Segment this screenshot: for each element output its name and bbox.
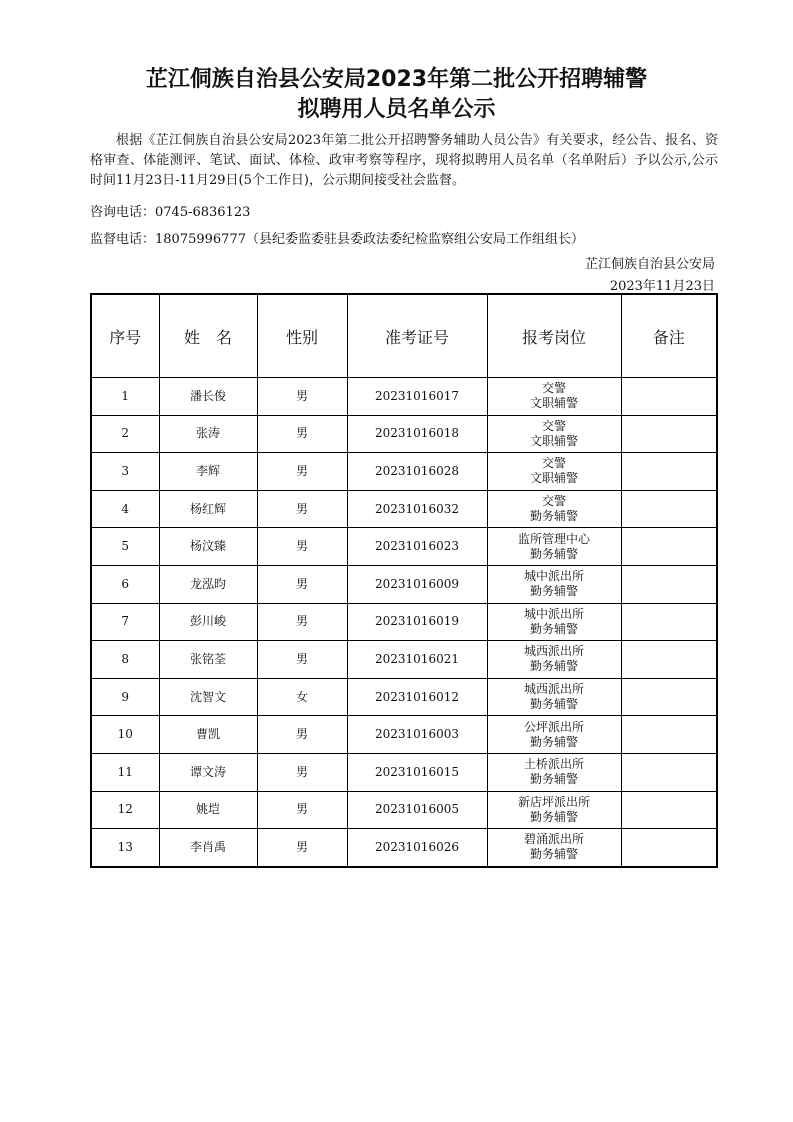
header-gender: 性别 <box>257 294 347 378</box>
header-no: 序号 <box>91 294 159 378</box>
row-gender: 男 <box>257 528 347 566</box>
row-post1: 城西派出所 <box>523 644 584 659</box>
header-note: 备注 <box>621 294 717 378</box>
row-gender: 男 <box>257 415 347 453</box>
row-gender: 男 <box>257 565 347 603</box>
row-post1: 城中派出所 <box>523 569 584 584</box>
row-exam-id: 20231016018 <box>347 415 487 453</box>
row-note <box>621 415 717 453</box>
row-post <box>487 603 621 641</box>
header-exam-id: 准考证号 <box>347 294 487 378</box>
row-post2: 勤务辅警 <box>529 546 578 561</box>
table-row <box>91 528 717 566</box>
row-post1: 土桥派出所 <box>523 757 584 772</box>
row-name: 曹凯 <box>159 716 257 754</box>
row-name: 龙泓昀 <box>159 565 257 603</box>
table-header-row <box>91 294 717 378</box>
row-no: 12 <box>91 791 159 829</box>
personnel-table <box>90 293 718 868</box>
table-row <box>91 753 717 791</box>
row-post <box>487 791 621 829</box>
row-post <box>487 565 621 603</box>
row-no: 9 <box>91 678 159 716</box>
row-exam-id: 20231016028 <box>347 453 487 491</box>
row-name: 李辉 <box>159 453 257 491</box>
row-gender: 男 <box>257 753 347 791</box>
row-no: 1 <box>91 378 159 416</box>
row-note <box>621 490 717 528</box>
row-no: 7 <box>91 603 159 641</box>
intro-paragraph: 根据《芷江侗族自治县公安局2023年第二批公开招聘警务辅助人员公告》有关要求，经公告、报名、资格审查、体能测评、笔试、面试、体检、政审考察等程序，现将拟聘用人员名单（名单附后）予以公示,公示时间11月23日-11月29日(5个工作日)，公示期间接受社会监督。 <box>90 133 718 188</box>
row-gender: 男 <box>257 641 347 679</box>
row-exam-id: 20231016021 <box>347 641 487 679</box>
row-post <box>487 829 621 867</box>
row-exam-id: 20231016015 <box>347 753 487 791</box>
row-note <box>621 453 717 491</box>
row-post1: 交警 <box>541 494 566 509</box>
issue-date: 2023年11月23日 <box>609 279 715 294</box>
issuer: 芷江侗族自治县公安局 <box>584 257 715 272</box>
row-note <box>621 378 717 416</box>
row-note <box>621 753 717 791</box>
title-line-2: 拟聘用人员名单公示 <box>297 97 496 122</box>
row-post1: 城西派出所 <box>523 682 584 697</box>
header-post: 报考岗位 <box>487 294 621 378</box>
row-note <box>621 565 717 603</box>
table-row <box>91 641 717 679</box>
row-post <box>487 716 621 754</box>
row-post <box>487 490 621 528</box>
row-post2: 勤务辅警 <box>529 584 578 599</box>
row-exam-id: 20231016026 <box>347 829 487 867</box>
row-post1: 交警 <box>541 418 566 433</box>
consult-phone: 咨询电话：0745-6836123 <box>90 205 251 220</box>
row-note <box>621 641 717 679</box>
row-no: 3 <box>91 453 159 491</box>
row-post2: 勤务辅警 <box>529 847 578 862</box>
row-post1: 监所管理中心 <box>517 531 590 546</box>
row-post2: 勤务辅警 <box>529 621 578 636</box>
table-row <box>91 716 717 754</box>
row-no: 10 <box>91 716 159 754</box>
row-gender: 男 <box>257 490 347 528</box>
row-gender: 男 <box>257 378 347 416</box>
row-name: 彭川峻 <box>159 603 257 641</box>
row-no: 6 <box>91 565 159 603</box>
row-gender: 男 <box>257 716 347 754</box>
row-post <box>487 453 621 491</box>
row-post1: 交警 <box>541 456 566 471</box>
table-row <box>91 791 717 829</box>
row-exam-id: 20231016023 <box>347 528 487 566</box>
row-gender: 男 <box>257 603 347 641</box>
row-post2: 勤务辅警 <box>529 772 578 787</box>
row-note <box>621 829 717 867</box>
row-post2: 勤务辅警 <box>529 809 578 824</box>
row-post <box>487 753 621 791</box>
row-post2: 勤务辅警 <box>529 734 578 749</box>
table-row <box>91 678 717 716</box>
row-name: 杨红辉 <box>159 490 257 528</box>
row-post1: 城中派出所 <box>523 606 584 621</box>
row-name: 杨汶臻 <box>159 528 257 566</box>
row-post1: 新店坪派出所 <box>517 794 590 809</box>
row-post1: 碧涌派出所 <box>523 832 584 847</box>
row-gender: 男 <box>257 791 347 829</box>
row-exam-id: 20231016003 <box>347 716 487 754</box>
row-exam-id: 20231016032 <box>347 490 487 528</box>
table-row <box>91 565 717 603</box>
row-post2: 勤务辅警 <box>529 509 578 524</box>
row-name: 李肖禹 <box>159 829 257 867</box>
row-exam-id: 20231016009 <box>347 565 487 603</box>
row-note <box>621 678 717 716</box>
row-post2: 勤务辅警 <box>529 659 578 674</box>
row-name: 沈智文 <box>159 678 257 716</box>
row-exam-id: 20231016005 <box>347 791 487 829</box>
row-post <box>487 378 621 416</box>
row-note <box>621 603 717 641</box>
row-post <box>487 641 621 679</box>
table-row <box>91 378 717 416</box>
supervise-phone: 监督电话：18075996777（县纪委监委驻县委政法委纪检监察组公安局工作组组长） <box>90 232 584 247</box>
row-gender: 男 <box>257 453 347 491</box>
title-line-1: 芷江侗族自治县公安局2023年第二批公开招聘辅警 <box>145 67 648 92</box>
row-no: 11 <box>91 753 159 791</box>
row-name: 姚垲 <box>159 791 257 829</box>
table-row <box>91 829 717 867</box>
row-post1: 公坪派出所 <box>523 719 584 734</box>
row-gender: 男 <box>257 829 347 867</box>
row-note <box>621 528 717 566</box>
table-row <box>91 415 717 453</box>
row-note <box>621 791 717 829</box>
table-row <box>91 603 717 641</box>
row-post2: 文职辅警 <box>529 396 578 411</box>
row-note <box>621 716 717 754</box>
row-exam-id: 20231016012 <box>347 678 487 716</box>
header-name: 姓 名 <box>159 294 257 378</box>
row-post2: 文职辅警 <box>529 471 578 486</box>
row-exam-id: 20231016019 <box>347 603 487 641</box>
row-name: 潘长俊 <box>159 378 257 416</box>
table-row <box>91 490 717 528</box>
table-row <box>91 453 717 491</box>
row-post1: 交警 <box>541 381 566 396</box>
row-no: 4 <box>91 490 159 528</box>
row-exam-id: 20231016017 <box>347 378 487 416</box>
row-post2: 勤务辅警 <box>529 697 578 712</box>
row-no: 2 <box>91 415 159 453</box>
row-name: 张涛 <box>159 415 257 453</box>
row-post <box>487 528 621 566</box>
row-no: 5 <box>91 528 159 566</box>
row-post2: 文职辅警 <box>529 433 578 448</box>
row-post <box>487 678 621 716</box>
row-no: 8 <box>91 641 159 679</box>
row-no: 13 <box>91 829 159 867</box>
row-name: 谭文涛 <box>159 753 257 791</box>
row-post <box>487 415 621 453</box>
row-name: 张铭荃 <box>159 641 257 679</box>
row-gender: 女 <box>257 678 347 716</box>
